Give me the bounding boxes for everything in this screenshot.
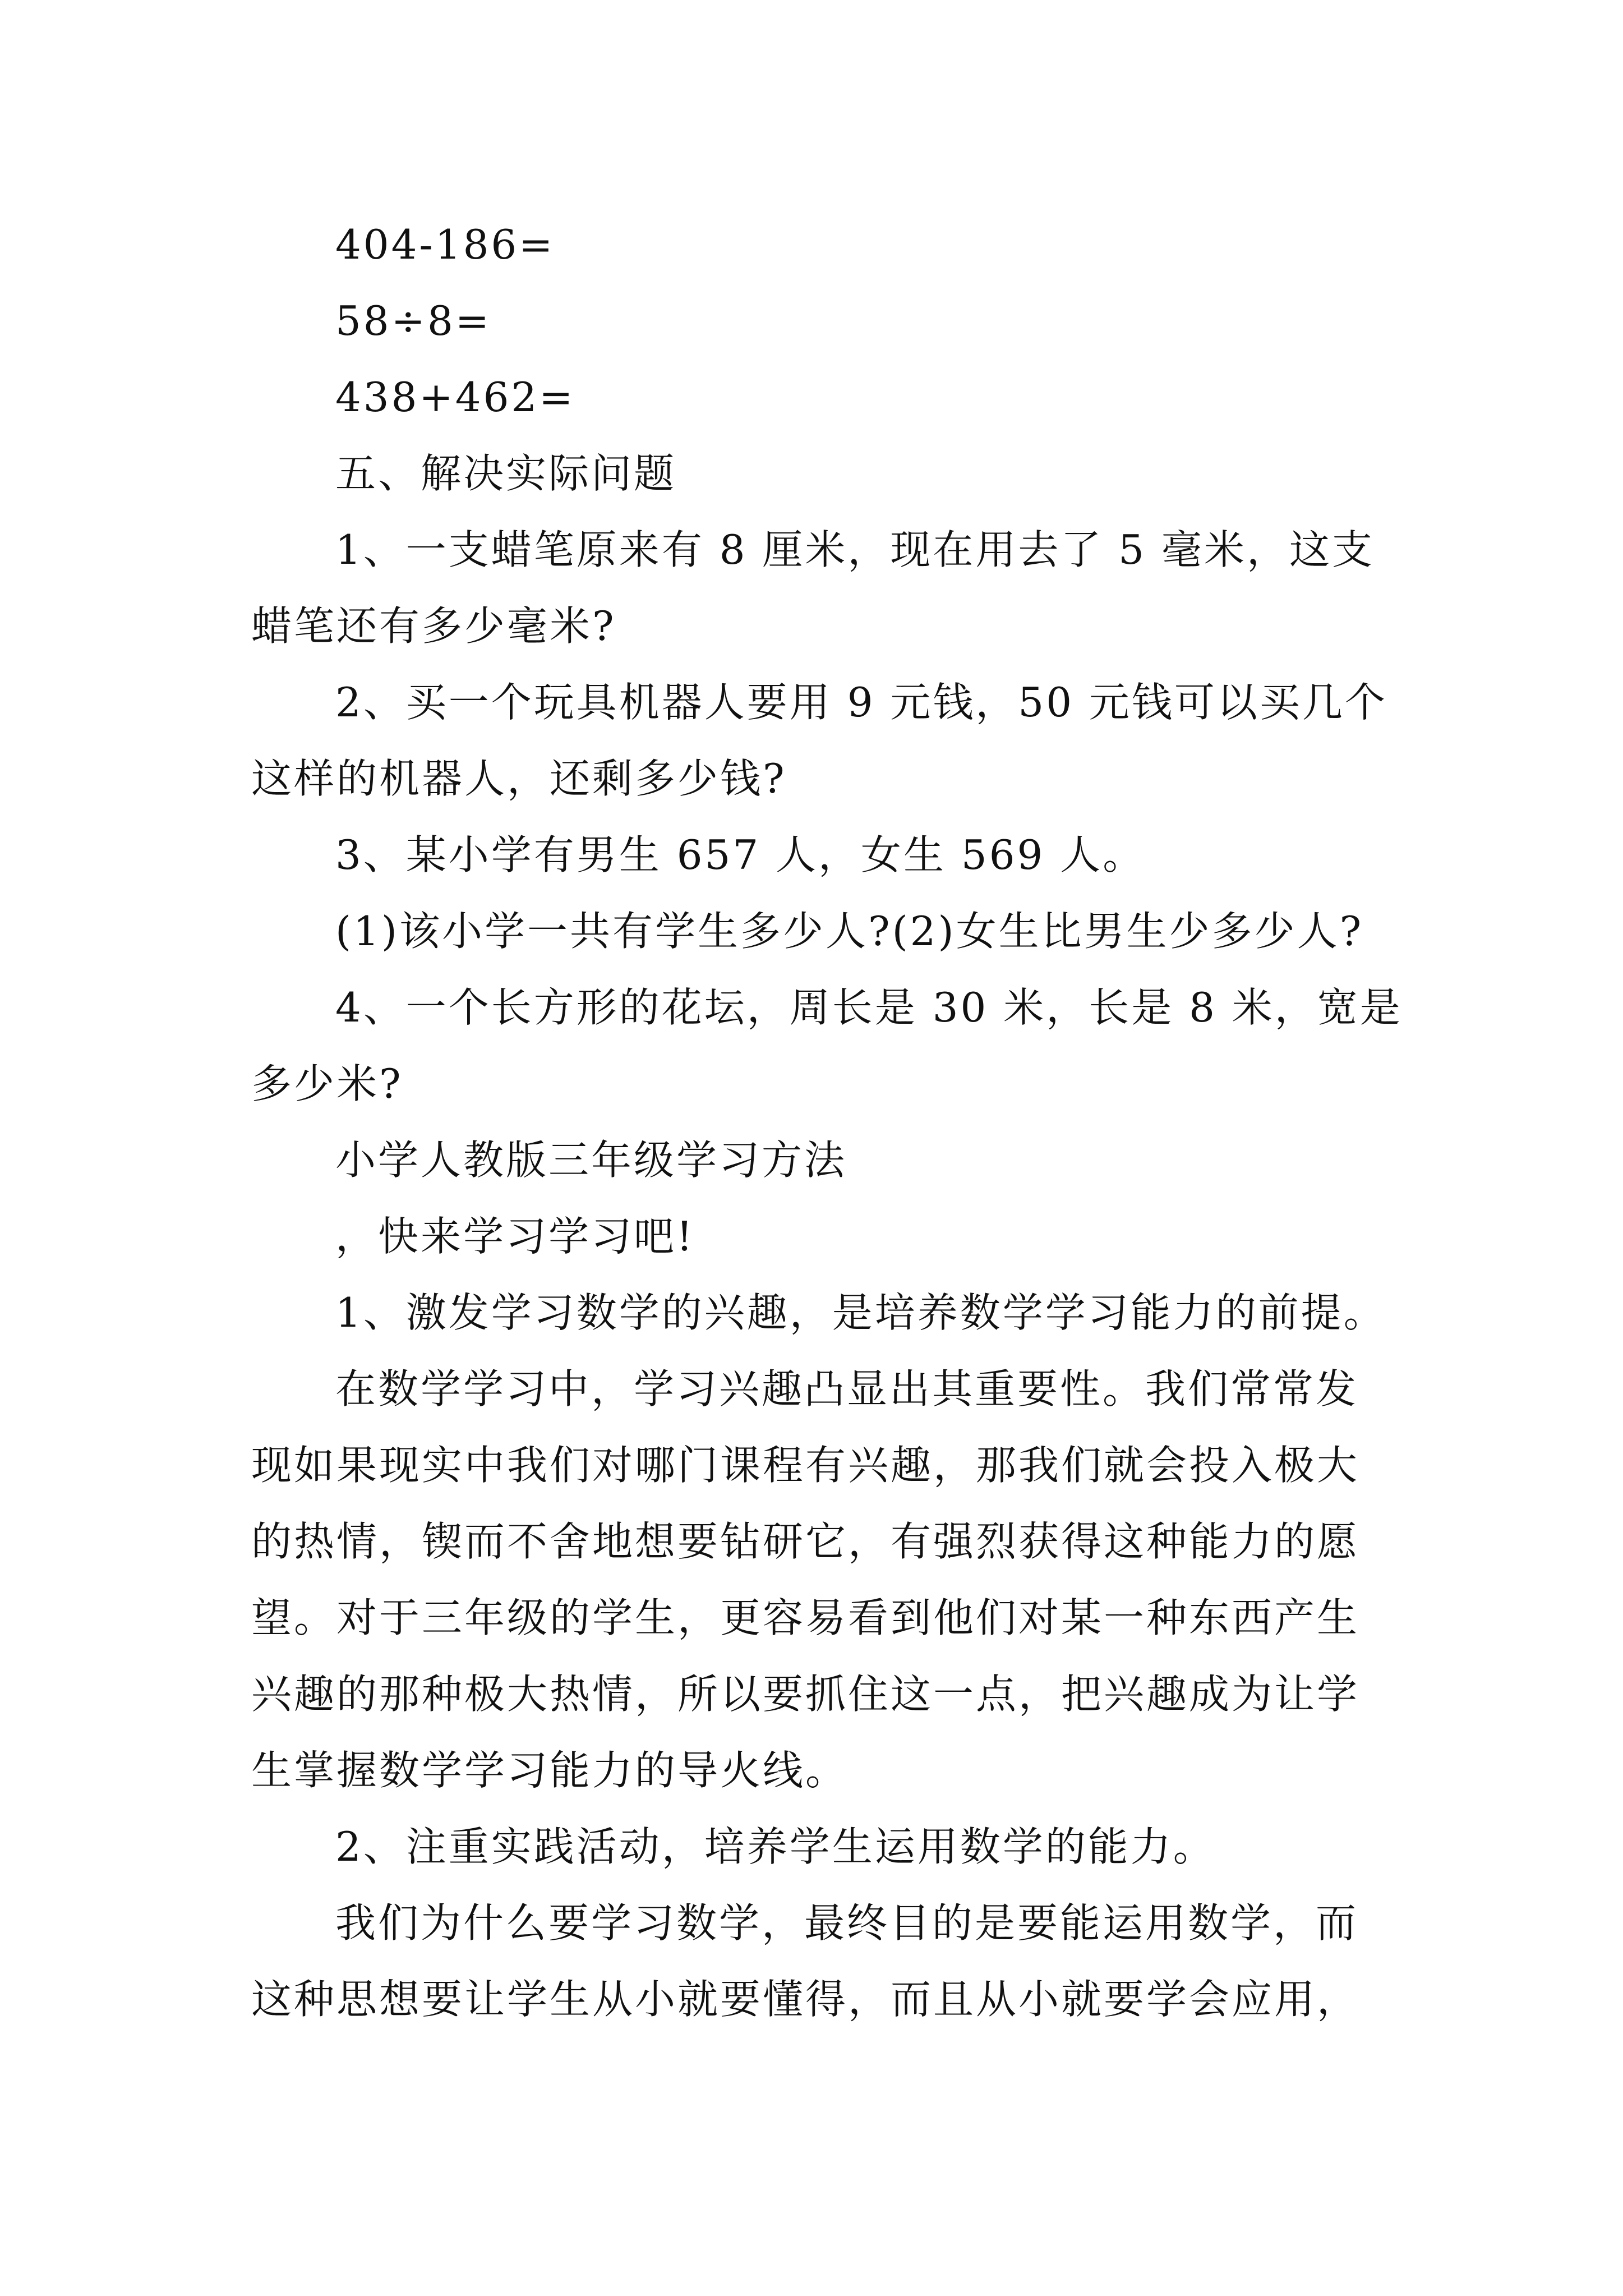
section-heading: 五、解决实际问题 xyxy=(335,450,677,497)
paragraph-1-line-5: 兴趣的那种极大热情，所以要抓住这一点，把兴趣成为让学 xyxy=(251,1671,1360,1718)
problem-2-line-1: 2、买一个玩具机器人要用 9 元钱，50 元钱可以买几个 xyxy=(335,679,1387,726)
expression-3: 438+462= xyxy=(335,374,575,421)
problem-4-line-2: 多少米? xyxy=(251,1060,403,1107)
problem-3-line-1: 3、某小学有男生 657 人，女生 569 人。 xyxy=(335,831,1146,878)
method-title: 小学人教版三年级学习方法 xyxy=(335,1137,847,1184)
paragraph-1-line-1: 在数学学习中，学习兴趣凸显出其重要性。我们常常发 xyxy=(335,1365,1359,1412)
problem-1-line-2: 蜡笔还有多少毫米? xyxy=(251,602,616,650)
problem-4-line-1: 4、一个长方形的花坛，周长是 30 米，长是 8 米，宽是 xyxy=(335,984,1403,1031)
paragraph-1-line-2: 现如果现实中我们对哪门课程有兴趣，那我们就会投入极大 xyxy=(251,1442,1360,1489)
problem-1-line-1: 1、一支蜡笔原来有 8 厘米，现在用去了 5 毫米，这支 xyxy=(335,526,1375,573)
paragraph-1-line-6: 生掌握数学学习能力的导火线。 xyxy=(251,1747,849,1794)
paragraph-2-line-2: 这种思想要让学生从小就要懂得，而且从小就要学会应用， xyxy=(251,1976,1360,2023)
paragraph-2-line-1: 我们为什么要学习数学，最终目的是要能运用数学，而 xyxy=(335,1899,1359,1947)
problem-2-line-2: 这样的机器人，还剩多少钱? xyxy=(251,755,787,802)
method-point-2: 2、注重实践活动，培养学生运用数学的能力。 xyxy=(335,1823,1216,1870)
method-point-1: 1、激发学习数学的兴趣，是培养数学学习能力的前提。 xyxy=(335,1289,1386,1336)
method-intro: ，快来学习学习吧! xyxy=(335,1213,695,1260)
problem-3-line-2: (1)该小学一共有学生多少人?(2)女生比男生少多少人? xyxy=(335,908,1364,955)
expression-2: 58÷8= xyxy=(335,297,492,344)
expression-1: 404-186= xyxy=(335,221,555,268)
paragraph-1-line-3: 的热情，锲而不舍地想要钻研它，有强烈获得这种能力的愿 xyxy=(251,1518,1360,1565)
paragraph-1-line-4: 望。对于三年级的学生，更容易看到他们对某一种东西产生 xyxy=(251,1594,1360,1641)
